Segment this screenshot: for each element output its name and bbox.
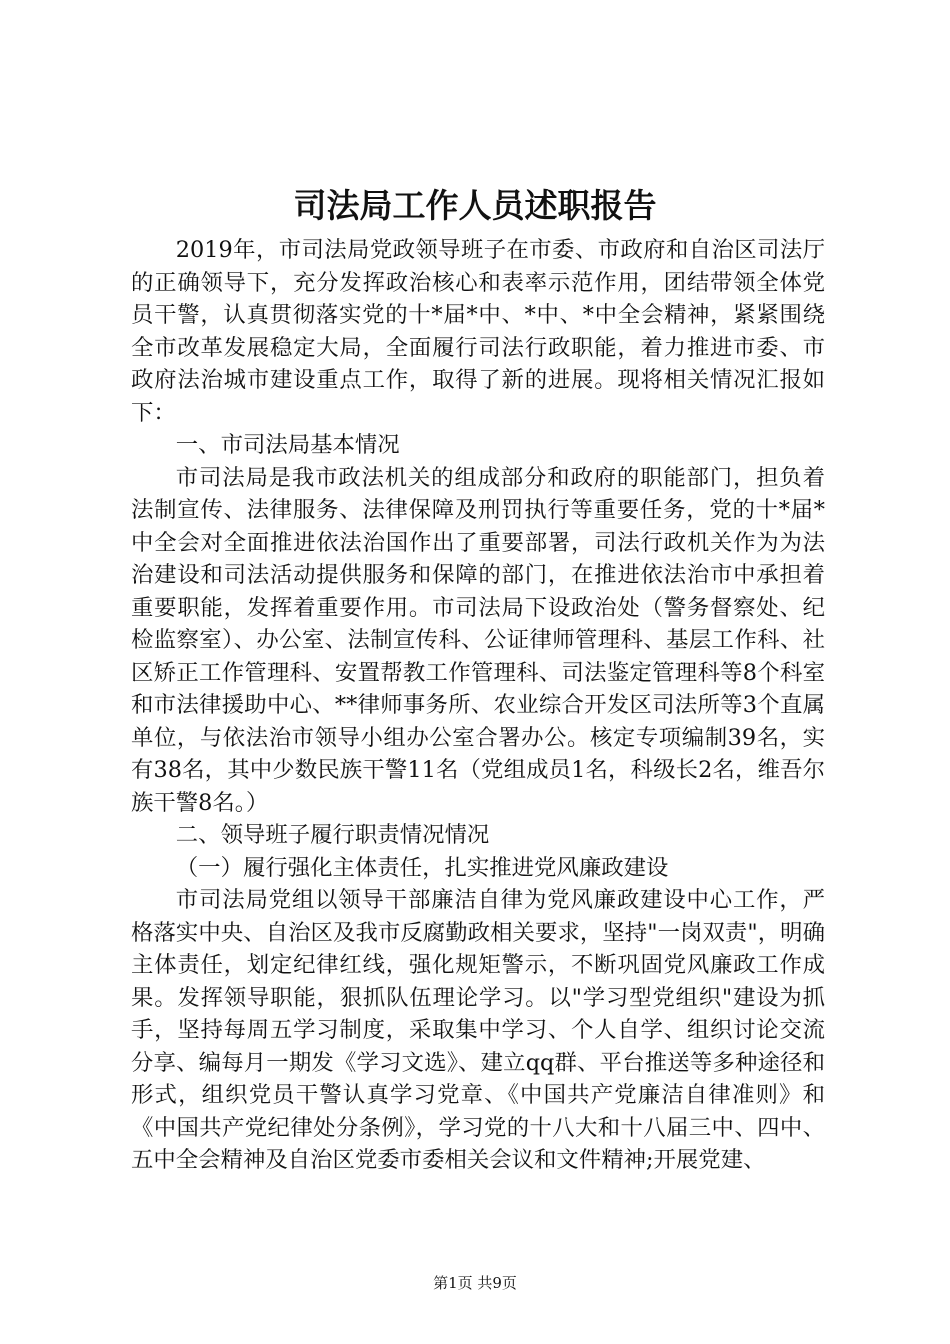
section-heading-2: 二、领导班子履行职责情况情况	[175, 822, 490, 848]
paragraph-party-building: 市司法局党组以领导干部廉洁自律为党风廉政建设中心工作，严格落实中央、自治区及我市反腐勤政相关要求，坚持"一岗双责"，明确主体责任，划定纪律红线，强化规矩警示，不断巩固党风廉政工作成果。发挥领导职能，狠抓队伍理论学习。以"学习型党组织"建设为抓手，坚持每周五学习制度，采取集中学习、个人自学、组织讨论交流分享、编每月一期发《学习文选》、建立qq群、平台推送等多种途径和形式，组织党员干警认真学习党章、《中国共产党廉洁自律准则》和《中国共产党纪律处分条例》，学习党的十八大和十八届三中、四中、五中全会精神及自治区党委市委相关会议和文件精神;开展党建、	[131, 887, 825, 1173]
document-body	[131, 234, 825, 1177]
section-heading-1: 一、市司法局基本情况	[175, 432, 400, 458]
document-title: 司法局工作人员述职报告	[293, 186, 657, 225]
paragraph-basic-info: 市司法局是我市政法机关的组成部分和政府的职能部门，担负着法制宣传、法律服务、法律保障及刑罚执行等重要任务，党的十*届*中全会对全面推进依法治国作出了重要部署，司法行政机关作为为法治建设和司法活动提供服务和保障的部门，在推进依法治市中承担着重要职能，发挥着重要作用。市司法局下设政治处（警务督察处、纪检监察室）、办公室、法制宣传科、公证律师管理科、基层工作科、社区矫正工作管理科、安置帮教工作管理科、司法鉴定管理科等8个科室和市法律援助中心、**律师事务所、农业综合开发区司法所等3个直属单位，与依法治市领导小组办公室合署办公。核定专项编制39名，实有38名，其中少数民族干警11名（党组成员1名，科级长2名，维吾尔族干警8名。）	[131, 464, 825, 816]
subsection-heading-1: （一）履行强化主体责任，扎实推进党风廉政建设	[175, 854, 669, 881]
page-footer: 第1页 共9页	[433, 1274, 517, 1292]
paragraph-intro: 2019年，市司法局党政领导班子在市委、市政府和自治区司法厅的正确领导下，充分发挥政治核心和表率示范作用，团结带领全体党员干警，认真贯彻落实党的十*届*中、*中、*中全会精神，紧紧围绕全市改革发展稳定大局，全面履行司法行政职能，着力推进市委、市政府法治城市建设重点工作，取得了新的进展。现将相关情况汇报如下：	[131, 237, 825, 426]
